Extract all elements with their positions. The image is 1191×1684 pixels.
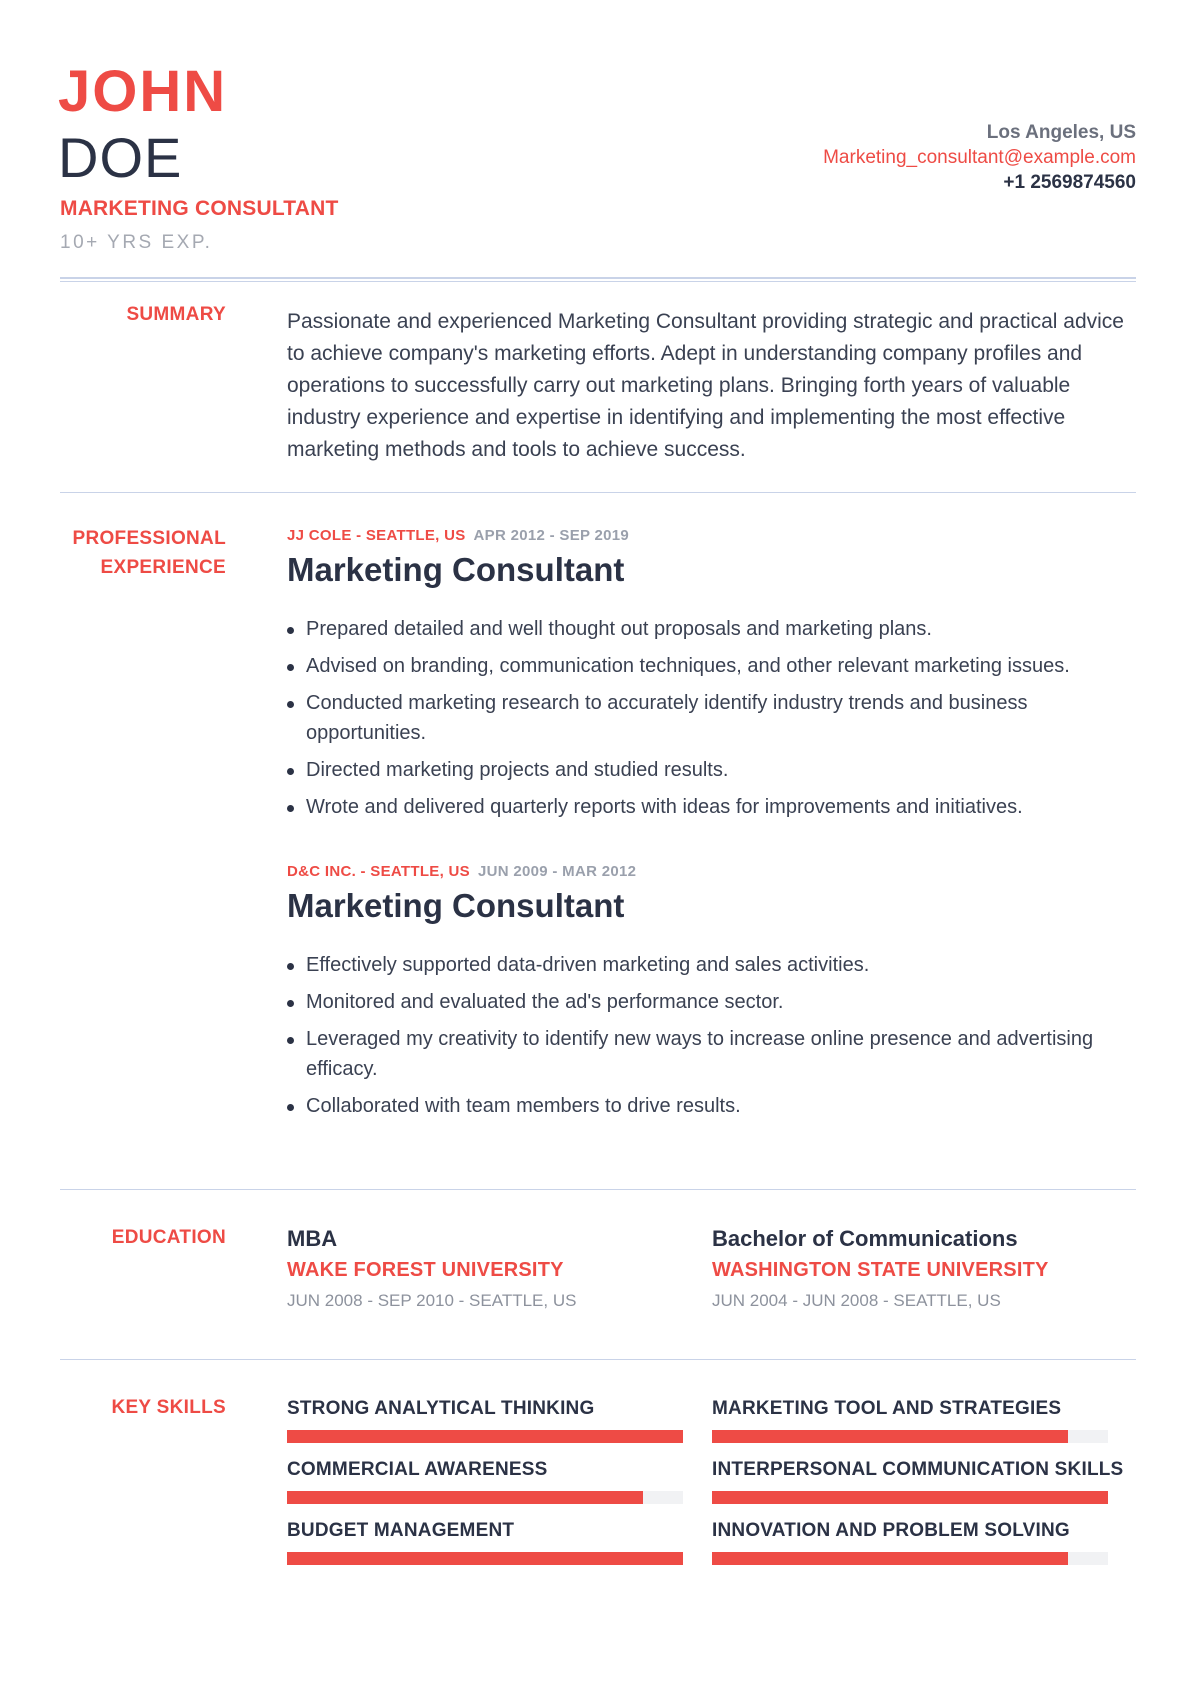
section-label-line: EXPERIENCE [100, 557, 226, 578]
education-school: WASHINGTON STATE UNIVERSITY [712, 1259, 1049, 1281]
bullet-dot [287, 664, 294, 671]
skill-name: STRONG ANALYTICAL THINKING [287, 1398, 595, 1419]
skill-item [712, 1518, 1108, 1565]
skill-bar [712, 1430, 1108, 1443]
education-dates: JUN 2008 - SEP 2010 - SEATTLE, US [287, 1291, 577, 1310]
job-bullets [287, 614, 1127, 829]
education-entry [712, 1224, 1132, 1316]
section-divider [60, 492, 1136, 493]
section-label-skills: KEY SKILLS [111, 1397, 226, 1418]
education-degree: MBA [287, 1226, 338, 1251]
header-divider [60, 277, 1136, 282]
section-label-summary: SUMMARY [126, 304, 226, 325]
education-entry [287, 1224, 707, 1316]
section-divider [60, 1359, 1136, 1360]
bullet-text: Leveraged my creativity to identify new ways to increase online presence and advertising efficacy. [306, 1028, 1094, 1080]
bullet-dot [287, 1037, 294, 1044]
list-item [287, 688, 1127, 748]
skill-item [287, 1457, 683, 1504]
section-divider [60, 1189, 1136, 1190]
summary-text: Passionate and experienced Marketing Consultant providing strategic and practical advice to achieve company's marketing efforts. Adept in understanding company profiles and operations to successfully carry out marketing plans. Bringing forth years of valuable industry experience and expertise in identifying and implementing the most effective marketing methods and tools to achieve success. [287, 310, 1124, 461]
bullet-dot [287, 768, 294, 775]
list-item [287, 614, 1127, 644]
list-item [287, 792, 1127, 822]
job-title: MARKETING CONSULTANT [60, 197, 339, 220]
job-dates: APR 2012 - SEP 2019 [473, 527, 630, 544]
skill-name: INTERPERSONAL COMMUNICATION SKILLS [712, 1459, 1124, 1480]
bullet-dot [287, 627, 294, 634]
skill-name: BUDGET MANAGEMENT [287, 1520, 515, 1541]
job-meta [287, 863, 636, 880]
job-dates: JUN 2009 - MAR 2012 [478, 863, 637, 880]
bullet-text: Effectively supported data-driven marketing and sales activities. [306, 954, 870, 976]
job-meta [287, 527, 629, 544]
bullet-dot [287, 963, 294, 970]
last-name: DOE [58, 126, 183, 189]
section-label-line: PROFESSIONAL [72, 528, 226, 549]
skill-bar [287, 1491, 683, 1504]
location: Los Angeles, US [986, 122, 1136, 143]
skill-item [287, 1518, 683, 1565]
bullet-text: Collaborated with team members to drive results. [306, 1095, 741, 1117]
phone-number: +1 2569874560 [1003, 172, 1136, 193]
list-item [287, 950, 1127, 980]
skill-name: INNOVATION AND PROBLEM SOLVING [712, 1520, 1070, 1541]
bullet-dot [287, 1000, 294, 1007]
education-degree: Bachelor of Communications [712, 1226, 1018, 1251]
bullet-text: Conducted marketing research to accurately identify industry trends and business opportunities. [306, 692, 1028, 744]
skill-bar-fill [712, 1552, 1068, 1565]
section-label-education: EDUCATION [111, 1227, 226, 1248]
bullet-text: Advised on branding, communication techniques, and other relevant marketing issues. [306, 655, 1070, 677]
job-company: D&C INC. - SEATTLE, US [287, 863, 470, 880]
education-dates: JUN 2004 - JUN 2008 - SEATTLE, US [712, 1291, 1001, 1310]
skill-name: COMMERCIAL AWARENESS [287, 1459, 548, 1480]
bullet-dot [287, 805, 294, 812]
skill-item [287, 1396, 683, 1443]
email-link[interactable]: Marketing_consultant@example.com [823, 147, 1136, 168]
job-company: JJ COLE - SEATTLE, US [287, 527, 466, 544]
job-role: Marketing Consultant [287, 887, 625, 924]
education-school: WAKE FOREST UNIVERSITY [287, 1259, 564, 1281]
skill-bar-fill [287, 1491, 643, 1504]
bullet-text: Wrote and delivered quarterly reports with ideas for improvements and initiatives. [306, 796, 1023, 818]
section-label-experience [26, 524, 226, 582]
bullet-text: Monitored and evaluated the ad's performance sector. [306, 991, 784, 1013]
skill-item [712, 1457, 1124, 1504]
bullet-text: Prepared detailed and well thought out proposals and marketing plans. [306, 618, 932, 640]
skill-bar [287, 1430, 683, 1443]
job-bullets [287, 950, 1127, 1128]
bullet-text: Directed marketing projects and studied results. [306, 759, 729, 781]
list-item [287, 1091, 1127, 1121]
skill-bar-fill [287, 1552, 683, 1565]
contact-block [823, 120, 1136, 195]
job-role: Marketing Consultant [287, 551, 625, 588]
bullet-dot [287, 1104, 294, 1111]
skill-item [712, 1396, 1108, 1443]
skill-bar [287, 1552, 683, 1565]
list-item [287, 987, 1127, 1017]
skill-bar-fill [712, 1491, 1108, 1504]
skill-bar-fill [287, 1430, 683, 1443]
list-item [287, 651, 1127, 681]
skill-bar-fill [712, 1430, 1068, 1443]
bullet-dot [287, 701, 294, 708]
list-item [287, 1024, 1127, 1084]
skill-bar [712, 1552, 1108, 1565]
experience-years: 10+ YRS EXP. [60, 232, 213, 253]
first-name: JOHN [58, 59, 228, 124]
list-item [287, 755, 1127, 785]
skill-name: MARKETING TOOL AND STRATEGIES [712, 1398, 1062, 1419]
skill-bar [712, 1491, 1108, 1504]
